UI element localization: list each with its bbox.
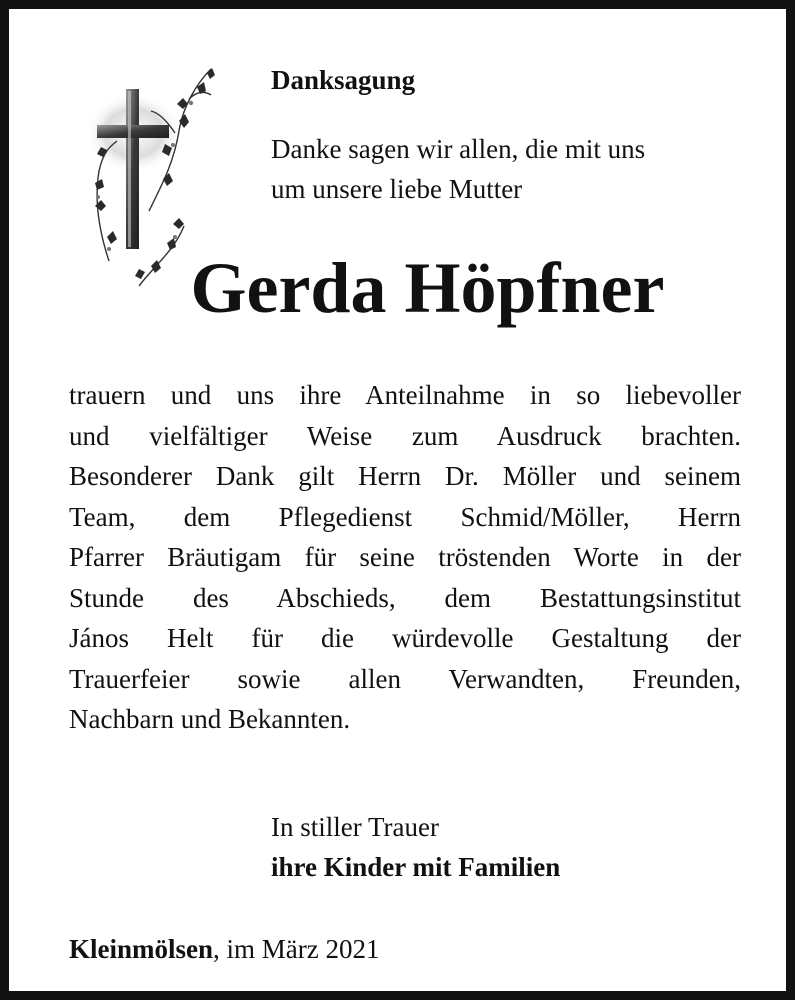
intro-line: Danke sagen wir allen, die mit uns	[271, 134, 646, 164]
place-date	[69, 929, 380, 969]
signature-block	[271, 807, 560, 887]
place-name: Kleinmölsen	[69, 934, 214, 964]
body-text	[69, 375, 741, 740]
closing-text: In stiller Trauer	[271, 812, 439, 842]
body-line: Pfarrer Bräutigam für seine tröstenden Worte in der	[69, 542, 741, 572]
body-line: Trauerfeier sowie allen Verwandten, Freunden,	[69, 663, 741, 694]
body-line: trauern und uns ihre Anteilnahme in so liebevoller	[69, 380, 741, 410]
deceased-name: Gerda Höpfner	[190, 248, 665, 328]
intro-line: um unsere liebe Mutter	[271, 174, 523, 204]
body-line: János Helt für die würdevolle Gestaltung der	[69, 623, 741, 653]
body-line: Nachbarn und Bekannten.	[69, 704, 351, 734]
notice-heading: Danksagung	[271, 65, 416, 95]
date-text: , im März 2021	[213, 934, 380, 964]
body-line: Stunde des Abschieds, dem Bestattungsinstitut	[69, 582, 741, 613]
signature-text: ihre Kinder mit Familien	[271, 852, 561, 882]
body-line: Team, dem Pflegedienst Schmid/Möller, Herrn	[69, 501, 741, 532]
body-line: und vielfältiger Weise zum Ausdruck brachten.	[69, 420, 741, 451]
body-line: Besonderer Dank gilt Herrn Dr. Möller und seinem	[69, 461, 741, 491]
intro-text	[271, 129, 645, 209]
